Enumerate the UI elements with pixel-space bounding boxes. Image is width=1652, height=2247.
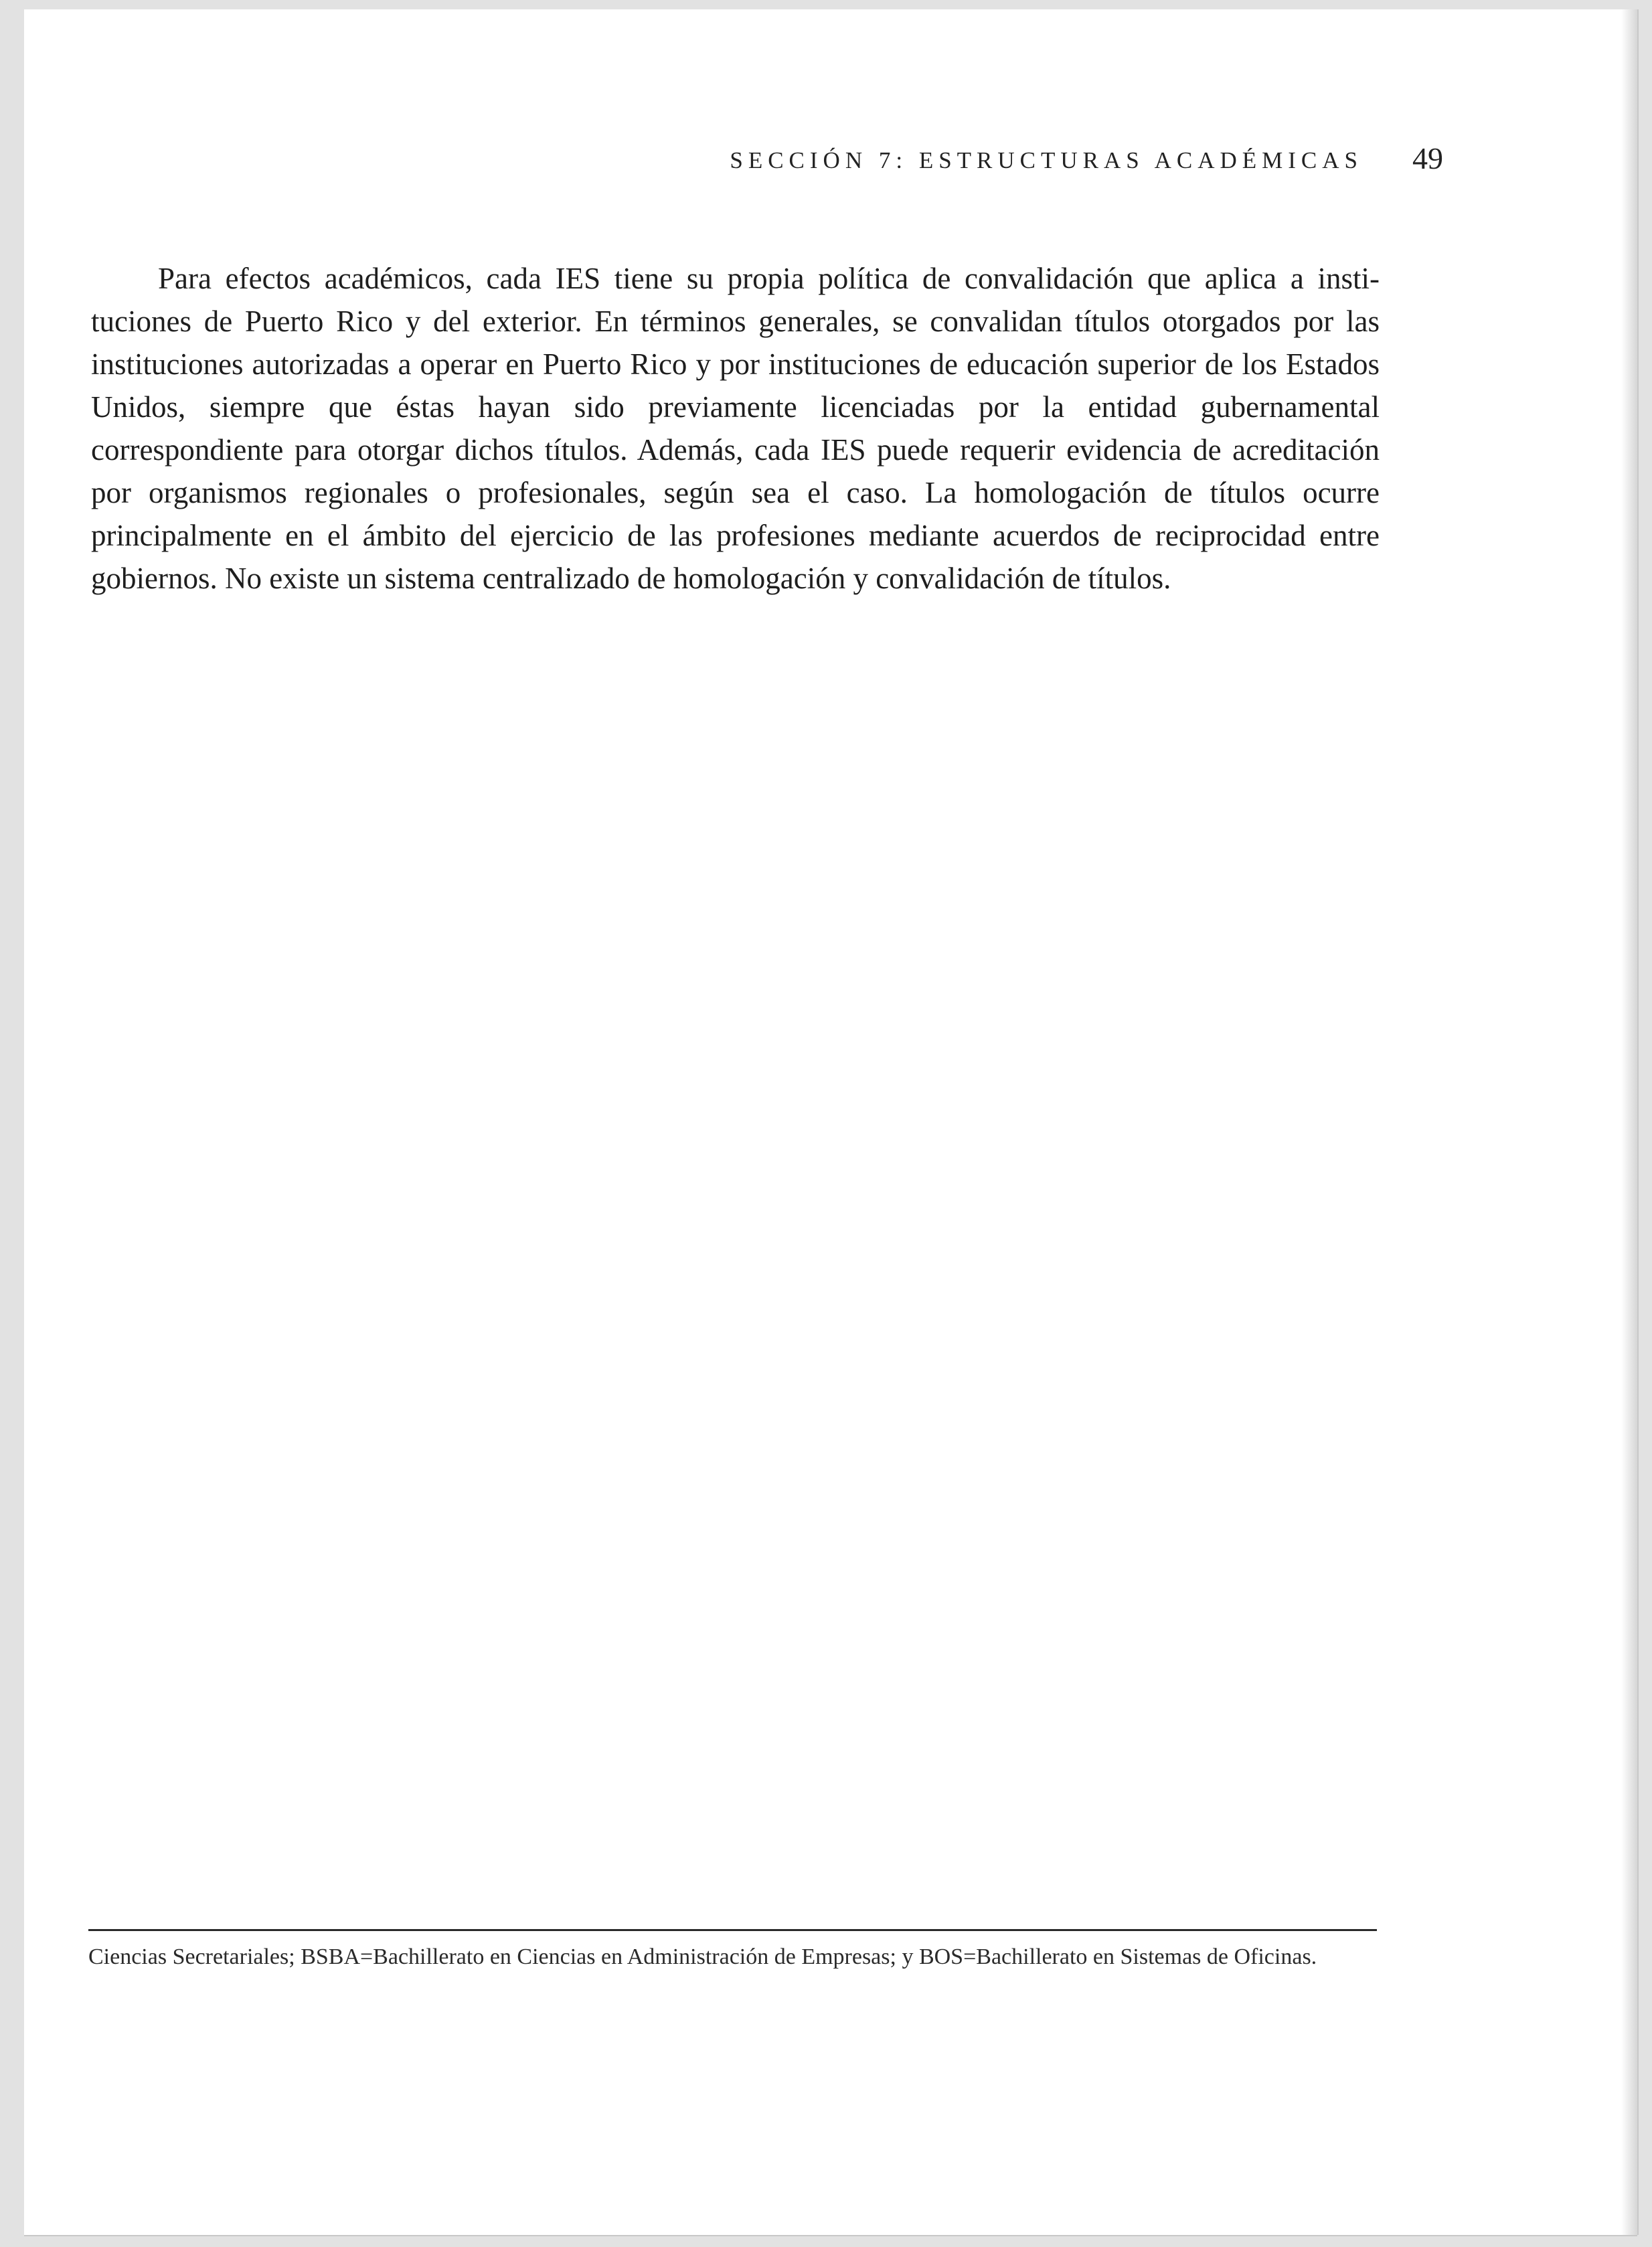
- footnote-text: Ciencias Secretariales; BSBA=Bachillerato en Ciencias en Administración de Empresas; y BOS=Bachillerato en Sistemas de Oficinas.: [88, 1944, 1317, 1969]
- section-title: SECCIÓN 7: ESTRUCTURAS ACADÉMICAS: [730, 147, 1363, 173]
- document-page: [24, 9, 1637, 2235]
- page-number: 49: [1412, 141, 1443, 175]
- body-paragraph: Para efectos académicos, cada IES tiene su propia política de convalidación que aplica a instituciones de Puerto Rico y del exterior. En términos generales, se convalidan títulos otorgados por las instituciones autorizadas a operar en Puerto Rico y por instituciones de educación superior de los Estados Unidos, siempre que éstas hayan sido previamente licenciadas por la entidad gubernamental correspondiente para otorgar dichos títulos. Además, cada IES puede requerir evidencia de acreditación por organismos regionales o profesionales, según sea el caso. La homologación de títulos ocurre principalmente en el ámbito del ejercicio de las profesiones mediante acuerdos de reciprocidad entre gobiernos. No existe un sistema centralizado de homologación y convalidación de títulos.: [91, 262, 1380, 595]
- footnote-divider: [88, 1929, 1377, 1931]
- running-header: [730, 141, 1443, 181]
